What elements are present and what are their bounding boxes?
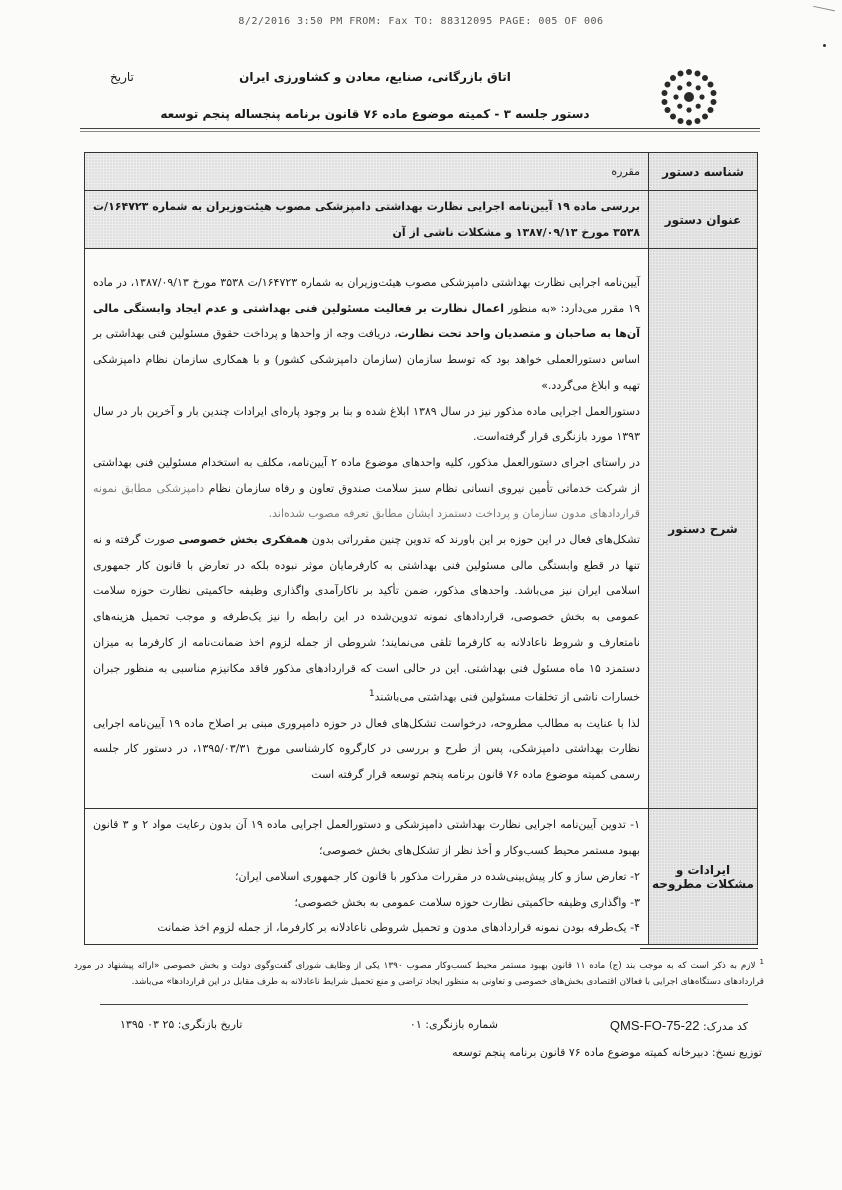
issues-content [85, 809, 649, 945]
description-paragraph: لذا با عنایت به مطالب مطروحه، درخواست تشکل‌های فعال در حوزه دامپروری مبنی بر اصلاح ماده ۱۹ آیین‌نامه اجرایی نظارت بهداشتی دامپزشکی، پس از طرح و بررسی در کارگروه کارشناسی مورخ ۱۳۹۵/۰۳/۳۱، در دستور کار جلسه رسمی کمیته موضوع ماده ۷۶ قانون برنامه پنجم توسعه قرار گرفته است [93, 716, 641, 782]
document-footer [100, 1018, 748, 1036]
description-paragraph [93, 270, 640, 399]
date-label: تاریخ [110, 70, 134, 84]
description-paragraph [93, 450, 640, 527]
issue-item: ۴- یک‌طرفه بودن نمونه قراردادهای مدون و تحمیل شروطی ناعادلانه بر کارفرما، از جمله لزوم اخذ ضمانت [157, 921, 640, 935]
agenda-id-value: مقرره [85, 153, 649, 191]
footnote-rule [640, 948, 758, 949]
code-label: کد مدرک: [702, 1020, 748, 1033]
text-run: آیین‌نامه اجرایی نظارت بهداشتی دامپزشکی مصوب هیئت‌وزیران به شماره ۱۶۴۷۲۳/ت ۳۵۳۸ مورخ ۱۳۸۷/۰۹/۱۳، در ماده ۱۹ مقرر می‌دارد: «به منظور [93, 276, 640, 315]
footnote-mark: 1 [759, 958, 764, 966]
agenda-id-row [85, 153, 758, 191]
agenda-title-row [85, 191, 758, 249]
footer-rule [100, 1004, 748, 1005]
fax-header: 8/2/2016 3:50 PM FROM: Fax TO: 88312095 PAGE: 005 OF 006 [238, 16, 604, 27]
description-label: شرح دستور [649, 249, 758, 809]
agenda-title-value: بررسی ماده ۱۹ آیین‌نامه اجرایی نظارت بهداشتی دامپزشکی مصوب هیئت‌وزیران به شماره ۱۶۴۷۲۳/ت ۳۵۳۸ مورخ ۱۳۸۷/۰۹/۱۳ و مشکلات ناشی از آن [85, 191, 649, 249]
agenda-table [84, 152, 758, 945]
text-run: در راستای اجرای دستورالعمل مذکور، کلیه واحدهای موضوع ماده ۲ آیین‌نامه، مکلف به استخدام مسئولین فنی بهداشتی از شرکت خدماتی تأمین نیروی انسانی نظام سبز سلامت صندوق تعاون و رفاه سازمان نظام [93, 455, 640, 495]
agenda-title: دستور جلسه ۳ - کمیته موضوع ماده ۷۶ قانون برنامه پنجساله پنجم توسعه [160, 107, 590, 121]
description-paragraph: دستورالعمل اجرایی ماده مذکور نیز در سال ۱۳۸۹ ابلاغ شده و بنا بر وجود پاره‌ای ایرادات چندین بار و آخرین بار در سال ۱۳۹۳ مورد بازنگری قرار گرفته‌است. [93, 404, 641, 444]
footnote-ref[interactable]: 1 [368, 688, 375, 700]
agenda-id-label: شناسه دستور [649, 153, 758, 191]
scan-dot [823, 44, 826, 47]
text-run: ، دریافت وجه از واحدها و پرداخت حقوق مسئولین فنی بهداشتی بر اساس دستورالعملی خواهد بود که توسط سازمان (سازمان دامپزشکی کشور) و با همکاری سازمان نظام دامپزشکی تهیه و ابلاغ می‌گردد.» [93, 327, 640, 392]
issue-item: ۱- تدوین آیین‌نامه اجرایی نظارت بهداشتی دامپزشکی و دستورالعمل اجرایی ماده ۱۹ آن بدون رعایت مواد ۲ و ۳ قانون بهبود مستمر محیط کسب‌وکار و أخذ نظر از تشکل‌های بخش خصوصی؛ [93, 818, 641, 858]
description-row [85, 249, 758, 809]
issues-label: ایرادات و مشکلات مطروحه [649, 809, 758, 945]
emphasis-text: همفکری بخش خصوصی [178, 533, 309, 547]
description-paragraph [93, 527, 640, 711]
description-content [85, 249, 649, 809]
agenda-title-label: عنوان دستور [649, 191, 758, 249]
header-rule-thin [80, 131, 760, 132]
text-run: تشکل‌های فعال در این حوزه بر این باورند که تدوین چنین مقرراتی بدون [308, 533, 640, 547]
footnote-text: لازم به ذکر است که به موجب بند (ج) ماده ۱۱ قانون بهبود مستمر محیط کسب‌وکار مصوب ۱۳۹۰ یکی از وظایف شورای گفت‌وگوی دولت و بخش خصوصی «ارائه پیشنهاد در مورد قراردادهای دستگاه‌های اجرایی با فعالان اقتصادی بخش‌های خصوصی و تعاونی به منظور ایجاد تراضی و منع تحمیل شرایط ناعادلانه به طرف مقابل در این قراردادها» می‌باشد. [74, 960, 764, 987]
document-code [610, 1018, 748, 1033]
faded-text: دامپزشکی مطابق نمونه قراردادهای مدون سازمان و پرداخت دستمزد ایشان مطابق تعرفه مصوب شده‌اند. [93, 481, 640, 521]
review-date: تاریخ بازنگری: ۲۵ ۰۳ ۱۳۹۵ [120, 1018, 243, 1031]
revision-number: شماره بازنگری: ۰۱ [409, 1018, 498, 1031]
code-value: QMS-FO-75-22 [609, 1018, 700, 1033]
chamber-logo-icon [652, 60, 726, 134]
organization-name: اتاق بازرگانی، صنایع، معادن و کشاورزی ایران [239, 70, 511, 84]
issue-item: ۳- واگذاری وظیفه حاکمیتی نظارت حوزه سلامت عمومی به بخش خصوصی؛ [294, 895, 640, 909]
text-run: صورت گرفته و نه تنها در قطع وابستگی مالی مسئولین فنی بهداشتی به کارفرمایان موثر نبوده بلکه در تعارض با قانون کار جمهوری اسلامی ایران نیز می‌باشد. واحدهای مذکور، ضمن تأکید بر ناکارآمدی واگذاری وظیفه حاکمیتی نظارت حوزه سلامت عمومی به بخش خصوصی، قراردادهای نمونه تدوین‌شده در این رابطه را نیز یک‌طرفه و موجب تحمیل هزینه‌های نامتعارف و شروط ناعادلانه به کارفرما تلقی می‌نمایند؛ شروطی از جمله لزوم اخذ ضمانت‌نامه از کارفرما به میزان دستمزد ۱۵ ماه مسئول فنی بهداشتی. این در حالی است که قراردادهای مذکور فاقد مکانیزم مناسبی به منظور جبران خسارات ناشی از تخلفات مسئولین فنی بهداشتی می‌باشند [93, 533, 640, 704]
issue-item: ۲- تعارض ساز و کار پیش‌بینی‌شده در مقررات مذکور با قانون کار جمهوری اسلامی ایران؛ [235, 869, 640, 883]
emphasis-text: اعمال نظارت بر فعالیت مسئولین فنی بهداشتی و عدم ایجاد وابستگی مالی آن‌ها به صاحبان و متصدیان واحد تحت نظارت [93, 301, 640, 341]
issues-row [85, 809, 758, 945]
footnote [74, 954, 764, 990]
header-rule [80, 128, 760, 129]
distribution-note: توزیع نسخ: دبیرخانه کمیته موضوع ماده ۷۶ قانون برنامه پنجم توسعه [452, 1046, 762, 1059]
